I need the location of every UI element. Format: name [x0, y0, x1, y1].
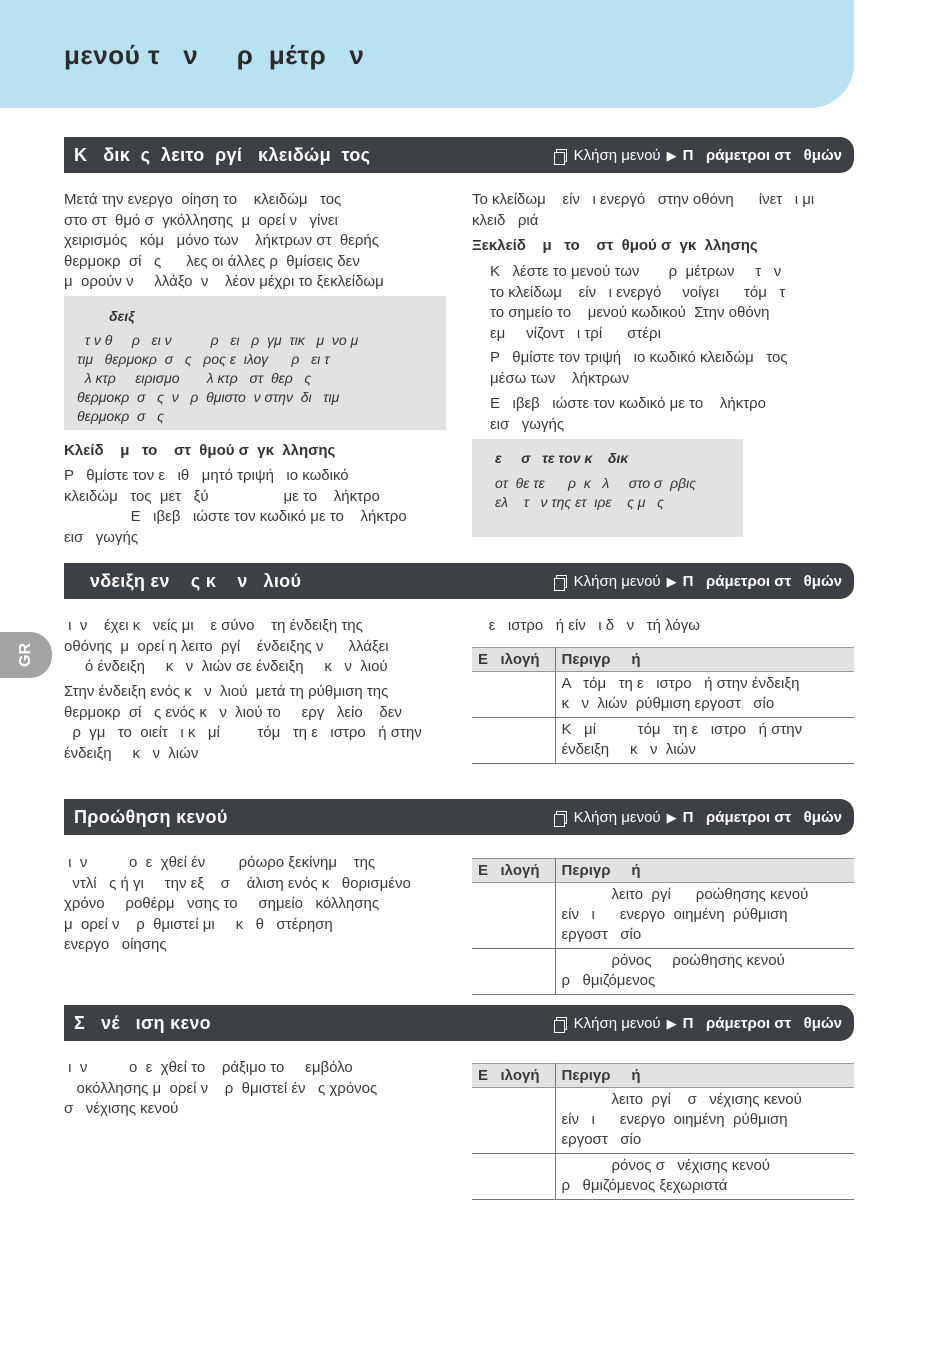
- menu-icon: [554, 575, 566, 589]
- menu-path-prefix: Κλήση μενού: [573, 573, 661, 590]
- menu-path: [554, 147, 842, 164]
- table-header-option: Ε ιλογή: [472, 1064, 555, 1088]
- menu-icon: [554, 811, 566, 825]
- language-tab-label: GR: [17, 643, 34, 667]
- table-cell-option: [472, 1088, 555, 1154]
- section-title: Κ δικ ς λειτο ργί κλειδώμ τος: [74, 145, 371, 165]
- table-row: [472, 883, 854, 949]
- section-header-lock-code: [64, 137, 854, 173]
- options-table: [472, 858, 854, 995]
- options-table: [472, 647, 854, 764]
- menu-path: [554, 573, 842, 590]
- lock-intro-text: Μετά την ενεργο οίηση το κλειδώμ τος στο στ θμό σ γκόλλησης μ ορεί ν γίνει χειρισμός κόμ μόνο των λήκτρων στ θερής θερμοκρ σί ς λες οι άλλες ρ θμίσεις δεν μ ορούν ν λλάξο ν λέον μέχρι το ξεκλείδωμ: [64, 191, 384, 290]
- lock-station-text: Ρ θμίστε τον ε ιθ μητό τριψή ιο κωδικό κλειδώμ τος μετ ξύ με το λήκτρο Ε ιβεβ ιώστε τον κωδικό με το λήκτρο εισ γωγής: [64, 467, 407, 546]
- unlock-step-1: Κ λέστε το μενού των ρ μέτρων τ ν το κλείδωμ είν ι ενεργό νοίγει τόμ τ το σημείο το μενού κωδικού Στην οθόνη εμ νίζοντ ι τρί στέρι: [490, 263, 786, 342]
- menu-path-prefix: Κλήση μενού: [573, 809, 661, 826]
- table-cell-description: ρόνος σ νέχισης κενού ρ θμιζόμενος ξεχωριστά: [555, 1154, 854, 1200]
- arrow-right-icon: ▶: [666, 147, 677, 163]
- note-body: οτ θε τε ρ κ λ στο σ ρβις ελ τ ν της ετ ιρε ς μ ς: [495, 475, 697, 510]
- table-cell-description: ρόνος ροώθησης κενού ρ θμιζόμενος: [555, 949, 854, 995]
- menu-path-target: Π ράμετροι στ θμών: [682, 573, 842, 590]
- channel-detail-text: Στην ένδειξη ενός κ ν λιού μετά τη ρύθμιση της θερμοκρ σί ς ενός κ ν λιού το εργ λείο δεν ρ γμ το οιείτ ι κ μί τόμ τη ε ιστρο ή στην ένδειξη κ ν λιών: [64, 683, 422, 762]
- table-header-description: Περιγρ ή: [555, 859, 854, 883]
- table-header-description: Περιγρ ή: [555, 648, 854, 672]
- menu-path-prefix: Κλήση μενού: [573, 147, 661, 164]
- table-cell-option: [472, 672, 555, 718]
- table-cell-description: λειτο ργί σ νέχισης κενού είν ι ενεργο οιημένη ρύθμιση εργοστ σίο: [555, 1088, 854, 1154]
- table-header-option: Ε ιλογή: [472, 648, 555, 672]
- language-tab: [0, 632, 52, 678]
- table-row: [472, 1088, 854, 1154]
- section-header-vacuum-advance: [64, 799, 854, 835]
- table-header-option: Ε ιλογή: [472, 859, 555, 883]
- table-row: [472, 672, 854, 718]
- unlock-station-heading: Ξεκλείδ μ το στ θμού σ γκ λλησης: [472, 237, 758, 254]
- note-title: δειξ: [109, 308, 135, 324]
- table-cell-option: [472, 949, 555, 995]
- menu-path: [554, 809, 842, 826]
- section-header-channel-display: [64, 563, 854, 599]
- vacuum-continue-text: ι ν ο ε χθεί το ράξιμο το εμβόλο οκόλλησης μ ορεί ν ρ θμιστεί έν ς χρόνος σ νέχισης κενού: [64, 1059, 378, 1117]
- lock-station-heading: Κλείδ μ το στ θμού σ γκ λλησης: [64, 442, 336, 459]
- menu-path-target: Π ράμετροι στ θμών: [682, 809, 842, 826]
- note-body: τ ν θ ρ ει ν ρ ει ρ γμ τικ μ νο μ τιμ θερμοκρ σ ς ρος ε ιλογ ρ ει τ λ κτρ ειρισμο λ κτρ στ θερ ς θερμοκρ σ ς ν ρ θμιστο ν στην δι τιμ θερμοκρ σ ς: [77, 332, 359, 424]
- unlock-step-3: Ε ιβεβ ιώστε τον κωδικό με το λήκτρο εισ γωγής: [490, 395, 766, 433]
- section-title: Προώθηση κενού: [74, 807, 228, 827]
- section-title: Σ νέ ιση κενο: [74, 1013, 211, 1033]
- table-cell-description: λειτο ργί ροώθησης κενού είν ι ενεργο οιημένη ρύθμιση εργοστ σίο: [555, 883, 854, 949]
- table-row: [472, 949, 854, 995]
- table-row: [472, 1154, 854, 1200]
- arrow-right-icon: ▶: [666, 573, 677, 589]
- arrow-right-icon: ▶: [666, 1015, 677, 1031]
- table-cell-option: [472, 718, 555, 764]
- menu-path-target: Π ράμετροι στ θμών: [682, 147, 842, 164]
- note-title: ε σ τε τον κ δικ: [495, 450, 629, 466]
- table-cell-description: Κ μί τόμ τη ε ιστρο ή στην ένδειξη κ ν λιών: [555, 718, 854, 764]
- menu-path: [554, 1015, 842, 1032]
- menu-icon: [554, 1017, 566, 1031]
- section-header-vacuum-continue: [64, 1005, 854, 1041]
- lock-active-text: Το κλείδωμ είν ι ενεργό στην οθόνη ίνετ ι μι κλειδ ριά: [472, 191, 815, 229]
- channel-intro-text: ι ν έχει κ νείς μι ε σύνο τη ένδειξη της οθόνης μ ορεί η λειτο ργί ένδειξης ν λλάξει ό ένδειξη κ ν λιών σε ένδειξη κ ν λιού: [64, 617, 389, 675]
- channel-right-text: ε ιστρο ή είν ι δ ν τή λόγω: [472, 617, 700, 634]
- page-title: μενού τ ν ρ μέτρ ν: [64, 40, 365, 70]
- vacuum-advance-text: ι ν ο ε χθεί έν ρόωρο ξεκίνημ της ντλί ς ή γι την εξ σ άλιση ενός κ θορισμένο χρόνο ροθέρμ νσης το σημείο κόλλησης μ ορεί ν ρ θμιστεί μι κ θ στέρηση ενεργο οίησης: [64, 854, 411, 953]
- options-table: [472, 1063, 854, 1200]
- table-header-description: Περιγρ ή: [555, 1064, 854, 1088]
- table-row: [472, 718, 854, 764]
- menu-path-prefix: Κλήση μενού: [573, 1015, 661, 1032]
- arrow-right-icon: ▶: [666, 809, 677, 825]
- section-title: νδειξη εν ς κ ν λιού: [74, 571, 302, 591]
- unlock-step-2: Ρ θμίστε τον τριψή ιο κωδικό κλειδώμ τος μέσω των λήκτρων: [490, 349, 788, 387]
- table-cell-description: Α τόμ τη ε ιστρο ή στην ένδειξη κ ν λιών ρύθμιση εργοστ σίο: [555, 672, 854, 718]
- table-cell-option: [472, 883, 555, 949]
- menu-path-target: Π ράμετροι στ θμών: [682, 1015, 842, 1032]
- menu-icon: [554, 149, 566, 163]
- table-cell-option: [472, 1154, 555, 1200]
